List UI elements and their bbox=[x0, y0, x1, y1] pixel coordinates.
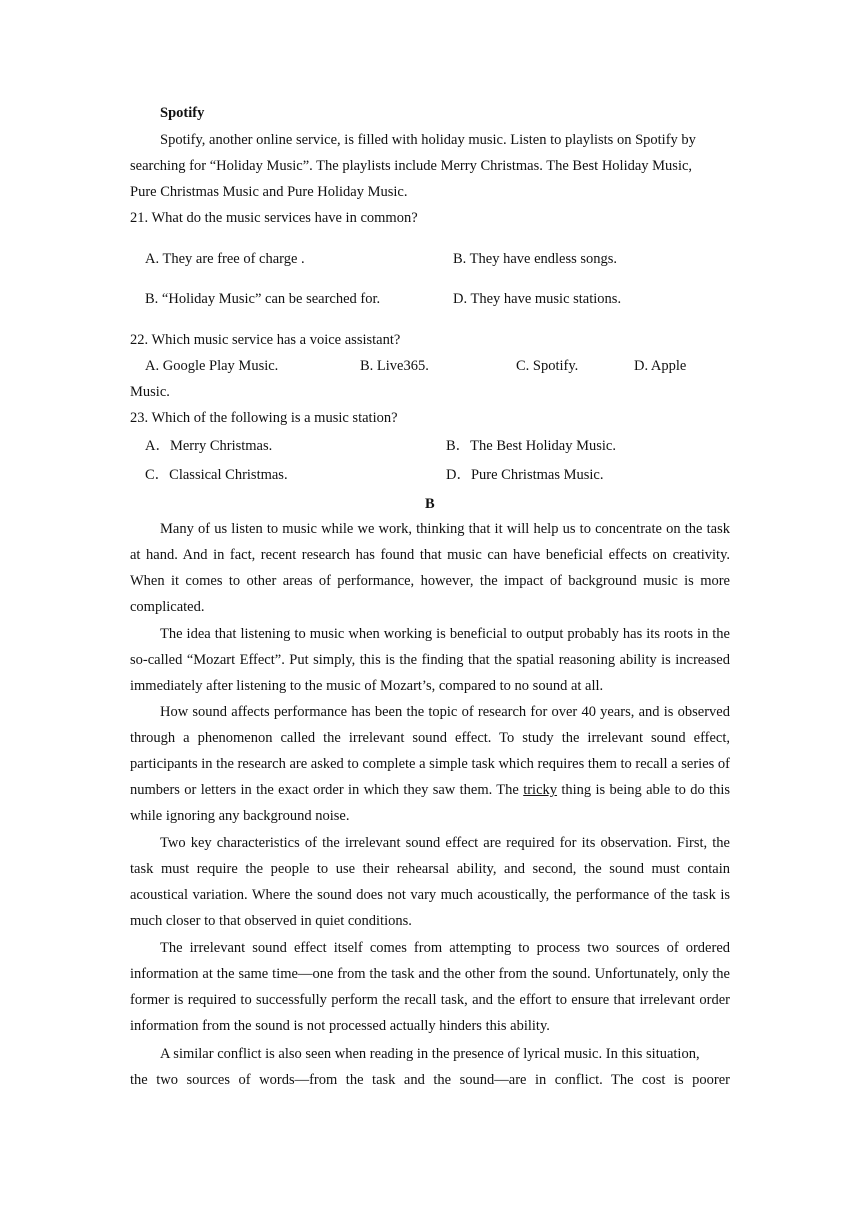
q21-option-a: A. They are free of charge . bbox=[145, 251, 305, 267]
passage-paragraph-1 bbox=[130, 516, 730, 620]
q23-option-a: A．Merry Christmas. bbox=[145, 438, 273, 454]
q22-option-a: A. Google Play Music. bbox=[145, 358, 279, 374]
q22-option-c: C. Spotify. bbox=[516, 358, 579, 374]
question-22: 22. Which music service has a voice assistant? bbox=[130, 332, 401, 348]
q22-option-d-continued: Music. bbox=[130, 384, 170, 400]
paragraph-text: Two key characteristics of the irrelevant sound effect are required for its observation. First, the task must require the people to use their rehearsal ability, and second, the sound must contain acoustical variation. Where the sound does not vary much acoustically, the performance of the task is much closer to that observed in quiet conditions. bbox=[130, 835, 730, 930]
q21-option-b: B. They have endless songs. bbox=[453, 251, 618, 267]
passage-paragraph-6-line-1: A similar conflict is also seen when reading in the presence of lyrical music. In this situation, bbox=[160, 1046, 700, 1062]
underlined-word-tricky: tricky bbox=[523, 782, 558, 799]
paragraph-text: The irrelevant sound effect itself comes from attempting to process two sources of ordered information at the same time—one from the task and the other from the sound. Unfortunately, only the former is required to successfully perform the recall task, and the effort to ensure that irrelevant order information from the sound is not processed actually hinders this ability. bbox=[130, 940, 730, 1035]
section-b-title: B bbox=[425, 496, 435, 512]
spotify-text-line: searching for “Holiday Music”. The playlists include Merry Christmas. The Best Holiday Music, bbox=[130, 158, 693, 174]
spotify-text-line: Spotify, another online service, is filled with holiday music. Listen to playlists on Spotify by bbox=[160, 132, 696, 148]
q23-option-b: B．The Best Holiday Music. bbox=[446, 438, 616, 454]
question-23: 23. Which of the following is a music station? bbox=[130, 410, 398, 426]
q22-option-d: D. Apple bbox=[634, 358, 687, 374]
paragraph-text: The idea that listening to music when working is beneficial to output probably has its roots in the so-called “Mozart Effect”. Put simply, this is the finding that the spatial reasoning ability is increased immediately after listening to the music of Mozart’s, compared to no sound at all. bbox=[130, 626, 730, 695]
question-21: 21. What do the music services have in common? bbox=[130, 210, 418, 226]
q21-option-c: B. “Holiday Music” can be searched for. bbox=[145, 291, 381, 307]
passage-paragraph-5 bbox=[130, 935, 730, 1039]
q22-option-b: B. Live365. bbox=[360, 358, 429, 374]
passage-paragraph-2 bbox=[130, 621, 730, 699]
paragraph-text: How sound affects performance has been the topic of research for over 40 years, and is observed through a phenomenon called the irrelevant sound effect. To study the irrelevant sound effect, participants in the research are asked to complete a simple task which requires them to recall a series of numbers or letters in the exact order in which they saw them. The bbox=[130, 704, 730, 799]
paragraph-text: Many of us listen to music while we work, thinking that it will help us to concentrate on the task at hand. And in fact, recent research has found that music can have beneficial effects on creativity. When it comes to other areas of performance, however, the impact of background music is more complicated. bbox=[130, 521, 730, 616]
paragraph-text: thing is being able to do this while ignoring any background noise. bbox=[130, 782, 730, 825]
passage-paragraph-4 bbox=[130, 830, 730, 934]
passage-paragraph-6-line-2: the two sources of words—from the task and the sound—are in conflict. The cost is poorer bbox=[130, 1072, 730, 1088]
q21-option-d: D. They have music stations. bbox=[453, 291, 622, 307]
q23-option-c: C．Classical Christmas. bbox=[145, 467, 288, 483]
spotify-text-line: Pure Christmas Music and Pure Holiday Music. bbox=[130, 184, 408, 200]
spotify-heading: Spotify bbox=[160, 105, 205, 121]
passage-paragraph-3 bbox=[130, 699, 730, 829]
q23-option-d: D．Pure Christmas Music. bbox=[446, 467, 604, 483]
